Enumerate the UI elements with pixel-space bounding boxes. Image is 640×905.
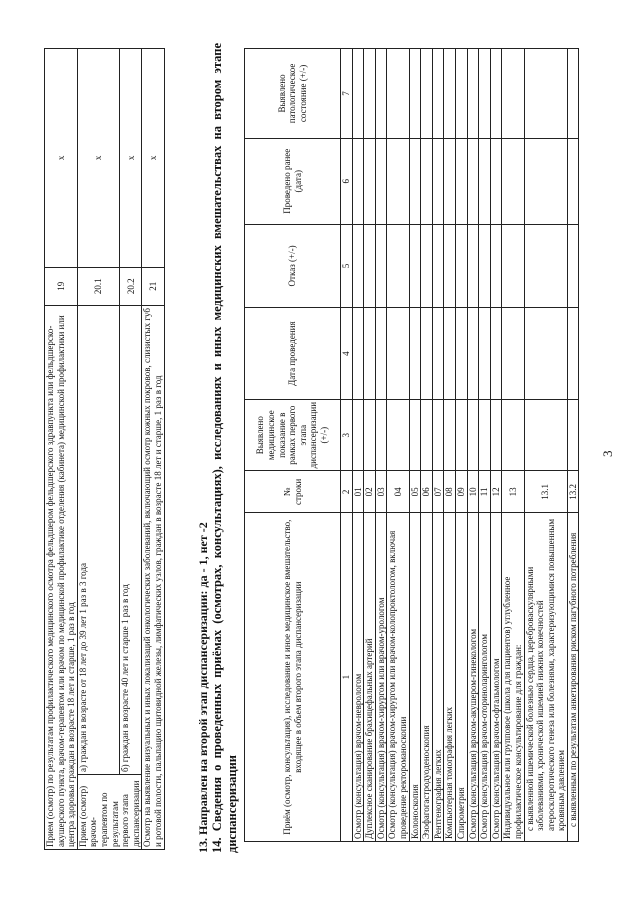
input-cell[interactable] (352, 138, 364, 224)
input-cell[interactable] (432, 49, 444, 139)
input-cell[interactable] (375, 49, 387, 139)
row-number: 13 (502, 471, 524, 513)
row-number: 13.2 (567, 471, 579, 513)
row-name: Колоноскопия (409, 513, 421, 842)
input-cell[interactable] (490, 308, 502, 400)
input-cell[interactable] (479, 49, 491, 139)
row-number: 13.1 (524, 471, 567, 513)
input-cell[interactable] (421, 399, 433, 470)
input-cell[interactable] (444, 308, 456, 400)
input-cell[interactable] (409, 49, 421, 139)
input-cell[interactable] (387, 308, 409, 400)
row-name: Осмотр (консультация) врачом-оториноларингологом (479, 513, 491, 842)
section-14-heading: 14. Сведения о проведенных приёмах (осмотрах, консультациях), исследованиях и иных медицинских вмешательствах на втором этапе диспансеризации (210, 43, 239, 853)
row-name: Осмотр (консультация) врачом-хирургом или врачом-урологом (375, 513, 387, 842)
column-number: 6 (341, 138, 353, 224)
input-cell[interactable] (479, 399, 491, 470)
column-number: 5 (341, 224, 353, 308)
table-row (479, 49, 491, 842)
input-cell[interactable] (524, 224, 567, 308)
row-name: Индивидуальное или групповое (школа для пациентов) углубленное профилактическое консультирование для граждан: (502, 513, 524, 842)
table-row (567, 49, 579, 842)
table-row (467, 49, 479, 842)
input-cell[interactable] (432, 399, 444, 470)
row-number: 09 (455, 471, 467, 513)
input-cell[interactable] (409, 399, 421, 470)
table-row (77, 49, 120, 850)
input-cell[interactable] (352, 308, 364, 400)
input-cell[interactable] (455, 308, 467, 400)
input-cell[interactable] (387, 399, 409, 470)
input-cell[interactable] (409, 308, 421, 400)
row-name: Спирометрия (455, 513, 467, 842)
input-cell[interactable] (524, 399, 567, 470)
row-number: 10 (467, 471, 479, 513)
input-cell[interactable] (467, 399, 479, 470)
cross-mark: x (142, 49, 164, 268)
input-cell[interactable] (467, 224, 479, 308)
input-cell[interactable] (375, 399, 387, 470)
input-cell[interactable] (409, 138, 421, 224)
input-cell[interactable] (387, 49, 409, 139)
table-row (455, 49, 467, 842)
input-cell[interactable] (375, 138, 387, 224)
row-number: 19 (45, 267, 78, 305)
table-cell: Прием (осмотр) по результатам профилактического медицинского осмотра фельдшером фельдшерского здравпункта или фельдшерско-акушерского пункта, врачом-терапевтом или врачом по медицинской профилактике отделения (кабинета) медицинской профилактики или центра здоровья граждан в возрасте 18 лет и старше, 1 раз в год (45, 305, 78, 849)
input-cell[interactable] (455, 138, 467, 224)
row-number: 20.1 (77, 267, 120, 305)
row-name: Осмотр (консультация) врачом-неврологом (352, 513, 364, 842)
row-number: 11 (479, 471, 491, 513)
input-cell[interactable] (375, 224, 387, 308)
input-cell[interactable] (502, 308, 524, 400)
input-cell[interactable] (567, 49, 579, 139)
row-number: 03 (375, 471, 387, 513)
column-header: Выявлено медицинское показание в рамках первого этапа диспансеризации (+/-) (245, 399, 341, 470)
table-row (421, 49, 433, 842)
row-name: с выявленной ишемической болезнью сердца, цереброваскулярными заболеваниями, хронической ишемией нижних конечностей атеросклеротического генеза или болезнями, характеризующимися повышенным кровяным давлением (524, 513, 567, 842)
input-cell[interactable] (364, 399, 376, 470)
input-cell[interactable] (364, 308, 376, 400)
table-row (502, 49, 524, 842)
input-cell[interactable] (444, 224, 456, 308)
input-cell[interactable] (467, 308, 479, 400)
row-number: 05 (409, 471, 421, 513)
column-header: Дата проведения (245, 308, 341, 400)
column-number-row (341, 49, 353, 842)
column-number: 4 (341, 308, 353, 400)
input-cell[interactable] (421, 308, 433, 400)
row-number: 06 (421, 471, 433, 513)
second-stage-table (244, 48, 579, 842)
table-row (142, 49, 164, 850)
table-row (409, 49, 421, 842)
input-cell[interactable] (524, 49, 567, 139)
row-number: 02 (364, 471, 376, 513)
input-cell[interactable] (352, 49, 364, 139)
row-name: Осмотр (консультация) врачом-хирургом или врачом-колопроктологом, включая проведение ректороманоскопии (387, 513, 409, 842)
input-cell[interactable] (502, 138, 524, 224)
input-cell[interactable] (502, 399, 524, 470)
input-cell[interactable] (479, 308, 491, 400)
input-cell[interactable] (364, 138, 376, 224)
input-cell[interactable] (567, 399, 579, 470)
table-row (120, 49, 142, 850)
row-name: Компьютерная томография легких (444, 513, 456, 842)
input-cell[interactable] (455, 224, 467, 308)
table-row (375, 49, 387, 842)
table-cell: Осмотр на выявление визуальных и иных локализаций онкологических заболеваний, включающий осмотр кожных покровов, слизистых губ и ротовой полости, пальпацию щитовидной железы, лимфатических узлов, граждан в возрасте 18 лет и старше, 1 раз в год (142, 305, 164, 849)
table-row (352, 49, 364, 842)
row-number: 04 (387, 471, 409, 513)
column-number: 1 (341, 513, 353, 842)
table-row (432, 49, 444, 842)
input-cell[interactable] (490, 49, 502, 139)
first-stage-table (44, 48, 165, 850)
table-cell: Прием (осмотр) врачом-терапевтом по результатам первого этапа диспансеризации (77, 775, 142, 850)
input-cell[interactable] (455, 49, 467, 139)
input-cell[interactable] (567, 224, 579, 308)
row-name: Осмотр (консультация) врачом-офтальмологом (490, 513, 502, 842)
cross-mark: x (77, 49, 120, 268)
input-cell[interactable] (444, 49, 456, 139)
input-cell[interactable] (352, 224, 364, 308)
input-cell[interactable] (479, 138, 491, 224)
input-cell[interactable] (421, 138, 433, 224)
input-cell[interactable] (444, 399, 456, 470)
input-cell[interactable] (455, 399, 467, 470)
row-name: с выявленным по результатам анкетирования риском пагубного потребления (567, 513, 579, 842)
table-header-row (245, 49, 341, 842)
row-number: 20.2 (120, 267, 142, 305)
input-cell[interactable] (490, 138, 502, 224)
table-cell: а) граждан в возрасте от 18 лет до 39 лет 1 раз в 3 года (77, 305, 120, 774)
column-header: № строки (245, 471, 341, 513)
column-header: Проведено ранее (дата) (245, 138, 341, 224)
cross-mark: x (45, 49, 78, 268)
input-cell[interactable] (375, 308, 387, 400)
table-row (387, 49, 409, 842)
input-cell[interactable] (432, 224, 444, 308)
row-number: 12 (490, 471, 502, 513)
input-cell[interactable] (467, 49, 479, 139)
row-name: Рентгенография легких (432, 513, 444, 842)
input-cell[interactable] (421, 224, 433, 308)
table-row (45, 49, 78, 850)
cross-mark: x (120, 49, 142, 268)
column-number: 3 (341, 399, 353, 470)
column-header: Отказ (+/-) (245, 224, 341, 308)
table-row (444, 49, 456, 842)
row-name: Дуплексное сканирование брахицефальных артерий (364, 513, 376, 842)
row-name: Эзофагогастродуоденоскопия (421, 513, 433, 842)
column-number: 2 (341, 471, 353, 513)
input-cell[interactable] (479, 224, 491, 308)
row-number: 07 (432, 471, 444, 513)
input-cell[interactable] (502, 224, 524, 308)
table-row (364, 49, 376, 842)
input-cell[interactable] (432, 308, 444, 400)
input-cell[interactable] (364, 224, 376, 308)
column-header: Приём (осмотр, консультация), исследование и иное медицинское вмешательство, входящее в объем второго этапа диспансеризации (245, 513, 341, 842)
table-row (490, 49, 502, 842)
page-number: 3 (600, 450, 615, 457)
input-cell[interactable] (467, 138, 479, 224)
input-cell[interactable] (432, 138, 444, 224)
row-number: 08 (444, 471, 456, 513)
row-number: 01 (352, 471, 364, 513)
column-header: Выявлено патологическое состояние (+/-) (245, 49, 341, 139)
input-cell[interactable] (444, 138, 456, 224)
input-cell[interactable] (364, 49, 376, 139)
input-cell[interactable] (490, 399, 502, 470)
input-cell[interactable] (567, 308, 579, 400)
input-cell[interactable] (524, 138, 567, 224)
column-number: 7 (341, 49, 353, 139)
input-cell[interactable] (490, 224, 502, 308)
input-cell[interactable] (502, 49, 524, 139)
row-number: 21 (142, 267, 164, 305)
input-cell[interactable] (421, 49, 433, 139)
section-13-heading: 13. Направлен на второй этап диспансеризации: да - 1, нет -2 (196, 522, 210, 853)
table-cell: б) граждан в возрасте 40 лет и старше 1 раз в год (120, 305, 142, 774)
row-name: Осмотр (консультация) врачом-акушером-гинекологом (467, 513, 479, 842)
table-row (524, 49, 567, 842)
input-cell[interactable] (567, 138, 579, 224)
input-cell[interactable] (387, 138, 409, 224)
input-cell[interactable] (352, 399, 364, 470)
input-cell[interactable] (387, 224, 409, 308)
input-cell[interactable] (409, 224, 421, 308)
input-cell[interactable] (524, 308, 567, 400)
